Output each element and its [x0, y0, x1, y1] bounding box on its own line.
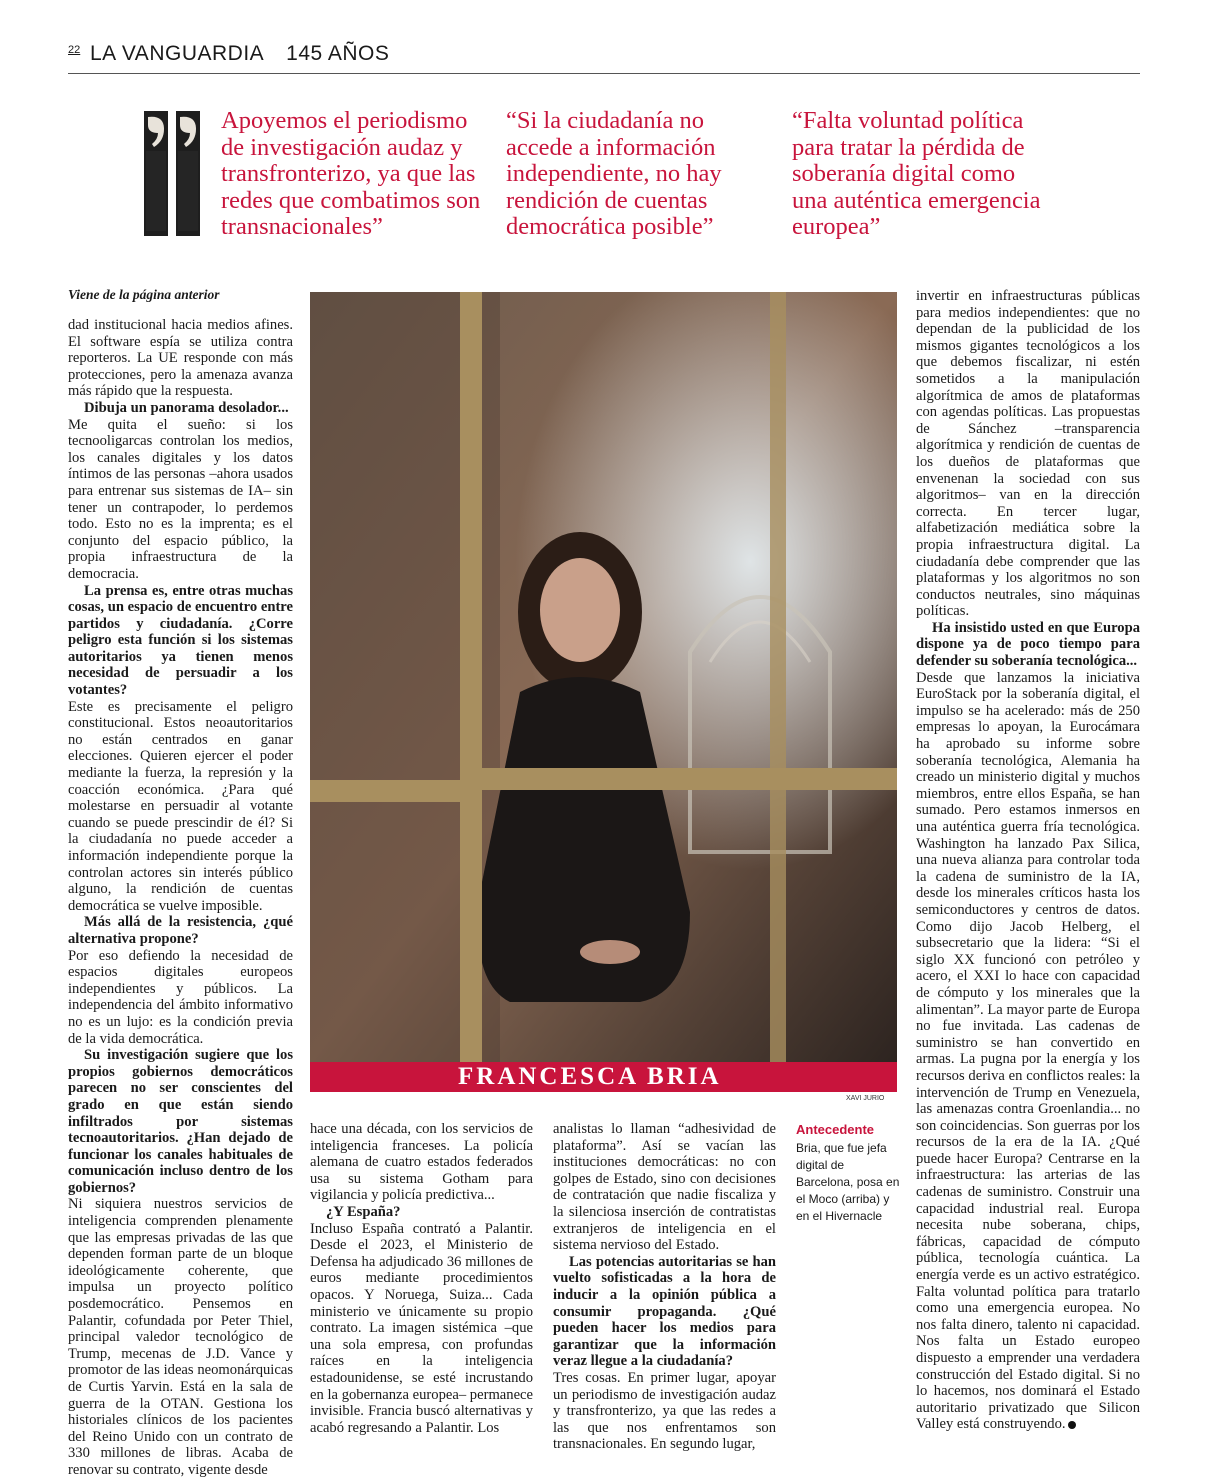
- interview-question: Dibuja un panorama desolador...: [84, 399, 289, 416]
- name-caption: FRANCESCA BRIA: [458, 1063, 722, 1090]
- interview-answer: Este es precisamente el peligro constitucional. Estos neoautoritarios no están centrados en ganar elecciones. Quieren ejercer el poder mediante la fuerza, la represión y la coacción económica. ¿Para qué molestarse en persuadir al votante cuando se puede prescindir de él? Si la ciudadanía no puede acceder a información independiente porque la controlan actores sin interés público alguno, la rendición de cuentas democrática se vuelve imposible.: [68, 698, 293, 914]
- anniversary-label: 145 AÑOS: [286, 42, 390, 65]
- article-column-4: [916, 288, 1140, 1448]
- portrait-photo: [310, 292, 897, 1062]
- interview-answer: Ni siquiera nuestros servicios de inteligencia comprenden plenamente que las empresas privadas de las que dependen forman parte de un bloque ideológicamente coherente, que impulsa un proyecto político posdemocrático. Pensemos en Palantir, cofundada por Peter Thiel, principal valedor tecnológico de Trump, mecenas de J.D. Vance y promotor de las ideas neomonárquicas de Curtis Yarvin. Está en la sala de guerra de la OTAN. Gestiona los historiales clínicos de los pacientes del Reino Unido con un contrato de 330 millones de libras. Acaba de renovar su contrato, vigente desde: [68, 1196, 293, 1478]
- interview-answer: Desde que lanzamos la iniciativa EuroStack por la soberanía digital, el impulso se ha acelerado: más de 250 empresas lo apoyan, la Eurocámara ha aprobado su informe sobre soberanía tecnológica, Alemania ha creado un ministerio digital y muchos miembros, entre ellos España, se han sumado. Pero estamos inmersos en una auténtica guerra fría tecnológica. Washington ha lanzado Pax Silica, una nueva alianza para controlar toda la cadena de suministro de la IA, desde los minerales críticos hasta los semiconductores y centros de datos. Como dijo Jacob Helberg, el subsecretario que la lidera: “Si el siglo XX funcionó con petróleo y acero, el XXI lo hace con capacidad de cómputo y los minerales que la alimentan”. La mayor parte de Europa no fue invitada. Las cadenas de suministro se han convertido en armas. La pugna por la energía y los recursos deriva en conflictos reales: la intervención de Trump en Venezuela, las amenazas contra Groenlandia... no son coincidencias. Son guerras por los recursos de la era de la IA. ¿Qué puede hacer Europa? Centrarse en la infraestructura: las arterias de las cadenas de suministro. Construir una capacidad industrial real. Europa necesita nube soberana, chips, fábricas, capacidad de cómputo pública, tecnología cuántica. La energía verde es un activo estratégico. Falta voluntad política para tratarlo como una emergencia europea. No nos falta dinero, talento ni capacidad. Nos falta un Estado europeo dispuesto a emprender una verdadera construcción del Estado digital. Si no lo hacemos, nos dominará el Estado autoritario privatizado que Silicon Valley está construyendo.: [916, 669, 1140, 1433]
- interview-answer: analistas lo llaman “adhesividad de plataforma”. Así se vacían las instituciones democráticas: no con golpes de Estado, sino con decisiones de contratación que nadie fiscaliza y la silenciosa inserción de contratistas extranjeros de inteligencia en el sistema nervioso del Estado.: [553, 1121, 776, 1254]
- interview-answer: Incluso España contrató a Palantir. Desde el 2023, el Ministerio de Defensa ha adjudicado 36 millones de euros mediante procedimientos opacos. Y Noruega, Suiza... Cada ministerio ve únicamente su propio contrato. La imagen sistémica –que una sola empresa, con profundas raíces en la inteligencia estadounidense, se esté incrustando en la gobernanza europea– permanece invisible. Francia buscó alternativas y acabó regresando a Palantir. Los: [310, 1220, 533, 1436]
- end-of-article-icon: [1068, 1421, 1076, 1429]
- interview-answer: Tres cosas. En primer lugar, apoyar un periodismo de investigación audaz y transfronterizo, ya que las redes a las que nos enfrentamos son transnacionales. En segundo lugar,: [553, 1369, 776, 1453]
- interview-question: Su investigación sugiere que los propios gobiernos democráticos parecen no ser conscientes del grado en que están siendo infiltrados por sistemas tecnoautoritarios. ¿Han dejado de funcionar los canales habituales de comunicación incluso dentro de los gobiernos?: [68, 1047, 293, 1196]
- sidebar-body: Bria, que fue jefa digital de Barcelona, posa en el Moco (arriba) y en el Hivernacle: [796, 1141, 900, 1223]
- interview-question: Ha insistido usted en que Europa dispone ya de poco tiempo para defender su soberanía tecnológica...: [916, 619, 1140, 670]
- article-column-2: [310, 1121, 533, 1451]
- interview-answer: Por eso defiendo la necesidad de espacios digitales europeos independientes y públicos. La independencia del ámbito informativo no es un lujo: es la condición previa de la vida democrática.: [68, 947, 293, 1047]
- pull-quote-1: Apoyemos el periodismo de investigación audaz y transfronterizo, ya que las redes que combatimos son transnacionales”: [221, 107, 481, 240]
- masthead: [90, 42, 389, 66]
- pull-quote-2: “Si la ciudadanía no accede a información independiente, no hay rendición de cuentas democrática posible”: [506, 107, 722, 240]
- continued-from-label: Viene de la página anterior: [68, 287, 220, 302]
- photo-credit: XAVI JURIO: [846, 1095, 885, 1102]
- article-column-1: [68, 317, 293, 1478]
- article-column-3: [553, 1121, 776, 1451]
- interview-question: Más allá de la resistencia, ¿qué alternativa propone?: [68, 914, 293, 947]
- interview-question: La prensa es, entre otras muchas cosas, un espacio de encuentro entre partidos y ciudadanía. ¿Corre peligro esta función si los sistemas autoritarios ya tienen menos necesidad de persuadir a los votantes?: [68, 582, 293, 699]
- page-number: 22: [68, 44, 81, 56]
- portrait-image: [310, 292, 897, 1062]
- interview-answer: invertir en infraestructuras públicas para medios independientes: que no dependan de la publicidad de los mismos gigantes tecnológicos a los que debemos fiscalizar, ni estén sometidos a la manipulación algorítmica de amos de plataformas con agendas políticas. Las propuestas de Sánchez –transparencia algorítmica y rendición de cuentas de los dueños de plataformas que envenenan la sociedad con sus algoritmos– van en la dirección correcta. En tercer lugar, alfabetización mediática sobre la propia infraestructura digital. La ciudadanía debe comprender que las plataformas y los algoritmos no son conductos neutrales, sino máquinas políticas.: [916, 288, 1140, 620]
- pull-quote-3: “Falta voluntad política para tratar la pérdida de soberanía digital como una auténtica emergencia europea”: [792, 107, 1041, 240]
- sidebar-title: Antecedente: [796, 1122, 875, 1137]
- interview-answer: hace una década, con los servicios de inteligencia franceses. La policía alemana de cuatro estados federados usa su sistema Gotham para vigilancia y policía predictiva...: [310, 1121, 533, 1204]
- interview-question: Las potencias autoritarias se han vuelto sofisticadas a la hora de inducir a la opinión pública a consumir propaganda. ¿Qué pueden hacer los medios para garantizar que la información veraz llegue a la ciudadanía?: [553, 1253, 776, 1370]
- name-caption-bar: [310, 1062, 897, 1092]
- page-header: [68, 42, 1140, 74]
- publication-name: LA VANGUARDIA: [90, 42, 265, 65]
- interview-question: ¿Y España?: [326, 1203, 401, 1220]
- interview-answer: dad institucional hacia medios afines. El software espía se utiliza contra reporteros. La UE responde con más protecciones, pero la amenaza avanza más rápido que la respuesta.: [68, 317, 293, 400]
- quote-mark-icon: [142, 111, 208, 236]
- interview-answer: Me quita el sueño: si los tecnooligarcas controlan los medios, los canales digitales y los datos íntimos de las personas –ahora usados para entrenar sus sistemas de IA– sin tener un contrapoder, lo perdemos todo. Esto no es la imprenta; es el conjunto del espacio público, la propia infraestructura de la democracia.: [68, 416, 293, 582]
